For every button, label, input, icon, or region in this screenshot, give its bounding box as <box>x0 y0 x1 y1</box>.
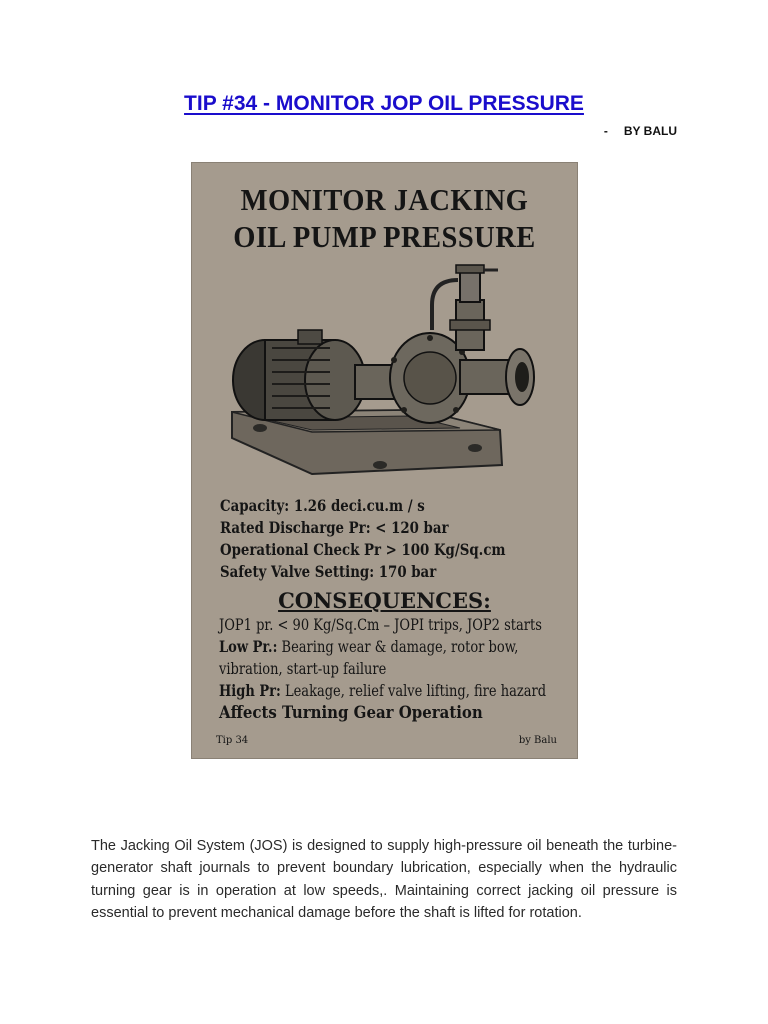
consequence-text: Leakage, relief valve lifting, fire hazard <box>280 682 547 700</box>
consequence-text: JOP1 pr. < 90 Kg/Sq.Cm – JOPI trips, JOP2 starts <box>219 616 542 634</box>
poster-footer-right: by Balu <box>518 735 557 746</box>
consequence-label: Low Pr.: <box>219 637 278 656</box>
spec-capacity: Capacity: 1.26 deci.cu.m / s <box>220 496 425 515</box>
title-link[interactable]: TIP #34 - MONITOR JOP OIL PRESSURE <box>184 92 584 115</box>
consequence-item <box>219 658 546 680</box>
consequences-heading: CONSEQUENCES: <box>278 588 491 613</box>
consequence-item <box>219 636 546 658</box>
poster-image <box>191 162 578 759</box>
consequence-text: Bearing wear & damage, rotor bow, <box>277 638 519 656</box>
consequence-label: High Pr: <box>219 681 281 700</box>
byline-dash: - <box>603 124 608 138</box>
page-title <box>0 92 768 116</box>
poster-heading-line2: OIL PUMP PRESSURE <box>233 219 536 254</box>
spec-list <box>220 495 506 583</box>
spec-rated-discharge: Rated Discharge Pr: < 120 bar <box>220 518 449 537</box>
pump-illustration <box>220 260 550 500</box>
byline <box>604 124 677 138</box>
poster-affects-line: Affects Turning Gear Operation <box>219 703 483 723</box>
poster-heading-line1: MONITOR JACKING <box>240 182 529 217</box>
byline-author: BY BALU <box>623 124 677 138</box>
consequence-item <box>219 680 546 702</box>
body-paragraph: The Jacking Oil System (JOS) is designed to supply high-pressure oil beneath the turbine-generator shaft journals to prevent boundary lubrication, especially when the hydraulic turning gear is in operation at low speeds,. Maintaining correct jacking oil pressure is essential to prevent mechanical damage before the shaft is lifted for rotation. <box>91 837 677 921</box>
consequence-text: vibration, start-up failure <box>219 660 387 678</box>
spec-safety-valve: Safety Valve Setting: 170 bar <box>220 562 437 581</box>
consequence-item <box>219 614 546 636</box>
poster-footer-left: Tip 34 <box>216 735 249 746</box>
spec-operational-check: Operational Check Pr > 100 Kg/Sq.cm <box>220 540 506 559</box>
consequence-list <box>219 614 546 702</box>
